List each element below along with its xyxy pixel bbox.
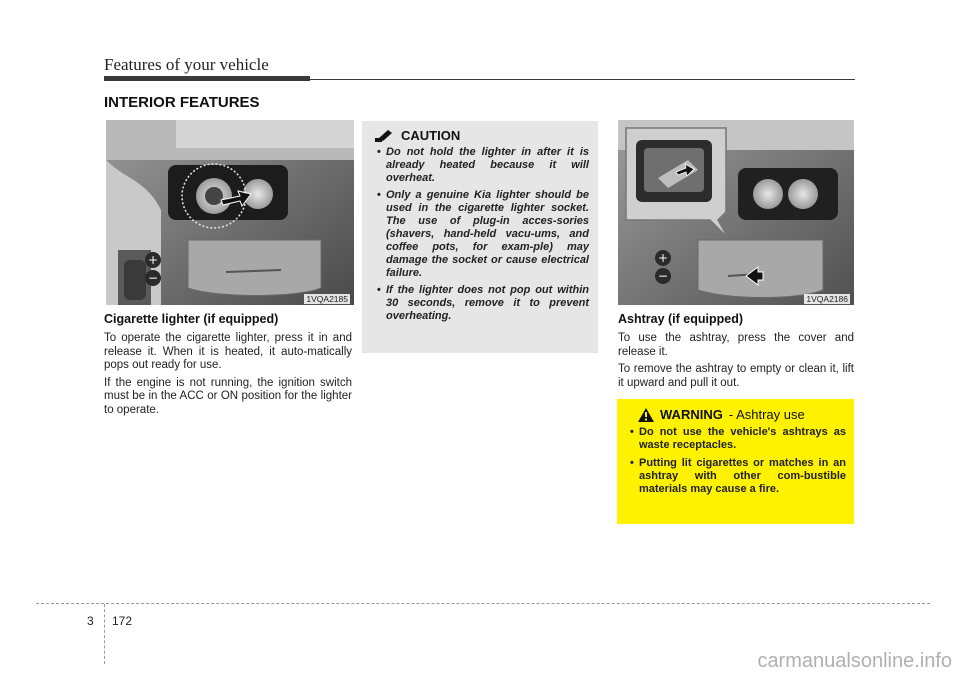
warning-box [617, 399, 854, 524]
warning-item: • Putting lit cigarettes or matches in an ashtray with other com-bustible materials may cause a fire. [626, 457, 846, 496]
lighter-illustration [106, 120, 354, 305]
footer-vertical-rule [104, 604, 105, 664]
header-rule [104, 76, 310, 81]
ashtray-title: Ashtray (if equipped) [618, 312, 744, 326]
section-title: INTERIOR FEATURES [104, 94, 260, 111]
warning-triangle-icon [638, 408, 654, 422]
lighter-image-code: 1VQA2185 [306, 294, 348, 304]
caution-list [373, 146, 589, 323]
svg-text:−: − [657, 269, 669, 283]
caution-box [362, 121, 598, 353]
page-number: 172 [112, 614, 133, 628]
page-chapter: 3 [87, 614, 94, 628]
caution-item: • Do not hold the lighter in after it is already heated because it will overheat. [373, 146, 589, 185]
ashtray-image-code: 1VQA2186 [806, 294, 848, 304]
lighter-title: Cigarette lighter (if equipped) [104, 312, 279, 326]
ashtray-body [618, 332, 854, 394]
warning-list [626, 426, 846, 496]
footer-rule [36, 603, 930, 604]
svg-text:+: + [657, 251, 669, 265]
caution-item: • If the lighter does not pop out within 30 seconds, remove it to prevent overheating. [373, 284, 589, 323]
warning-item: • Do not use the vehicle's ashtrays as waste receptacles. [626, 426, 846, 452]
warning-header [626, 407, 846, 422]
lighter-photo [106, 120, 354, 305]
caution-label: CAUTION [401, 128, 461, 143]
svg-text:+: + [147, 253, 159, 267]
ashtray-illustration [618, 120, 854, 305]
lighter-paragraph: If the engine is not running, the ignition switch must be in the ACC or ON position for the lighter to operate. [104, 376, 352, 416]
ashtray-paragraph: To use the ashtray, press the cover and release it. [618, 332, 854, 358]
caution-item: • Only a genuine Kia lighter should be used in the cigarette lighter socket. The use of plug-in acces-sories (shavers, hand-held vacu-ums, and coffee pots, for exam-ple) may damage the socket or cause electrical failure. [373, 189, 589, 280]
header-title: Features of your vehicle [104, 55, 269, 74]
lighter-paragraph: To operate the cigarette lighter, press it in and release it. When it is heated, it auto-matically pops out ready for use. [104, 332, 352, 371]
ashtray-photo [618, 120, 854, 305]
ashtray-paragraph: To remove the ashtray to empty or clean it, lift it upward and pull it out. [618, 363, 854, 389]
watermark: carmanualsonline.info [757, 650, 952, 672]
warning-subtitle: - Ashtray use [728, 407, 805, 422]
lighter-body [104, 332, 352, 421]
svg-text:−: − [147, 271, 159, 285]
header-rule-thin [310, 79, 855, 80]
caution-pencil-icon [375, 129, 395, 143]
warning-label: WARNING [660, 407, 723, 422]
caution-header [373, 128, 589, 143]
